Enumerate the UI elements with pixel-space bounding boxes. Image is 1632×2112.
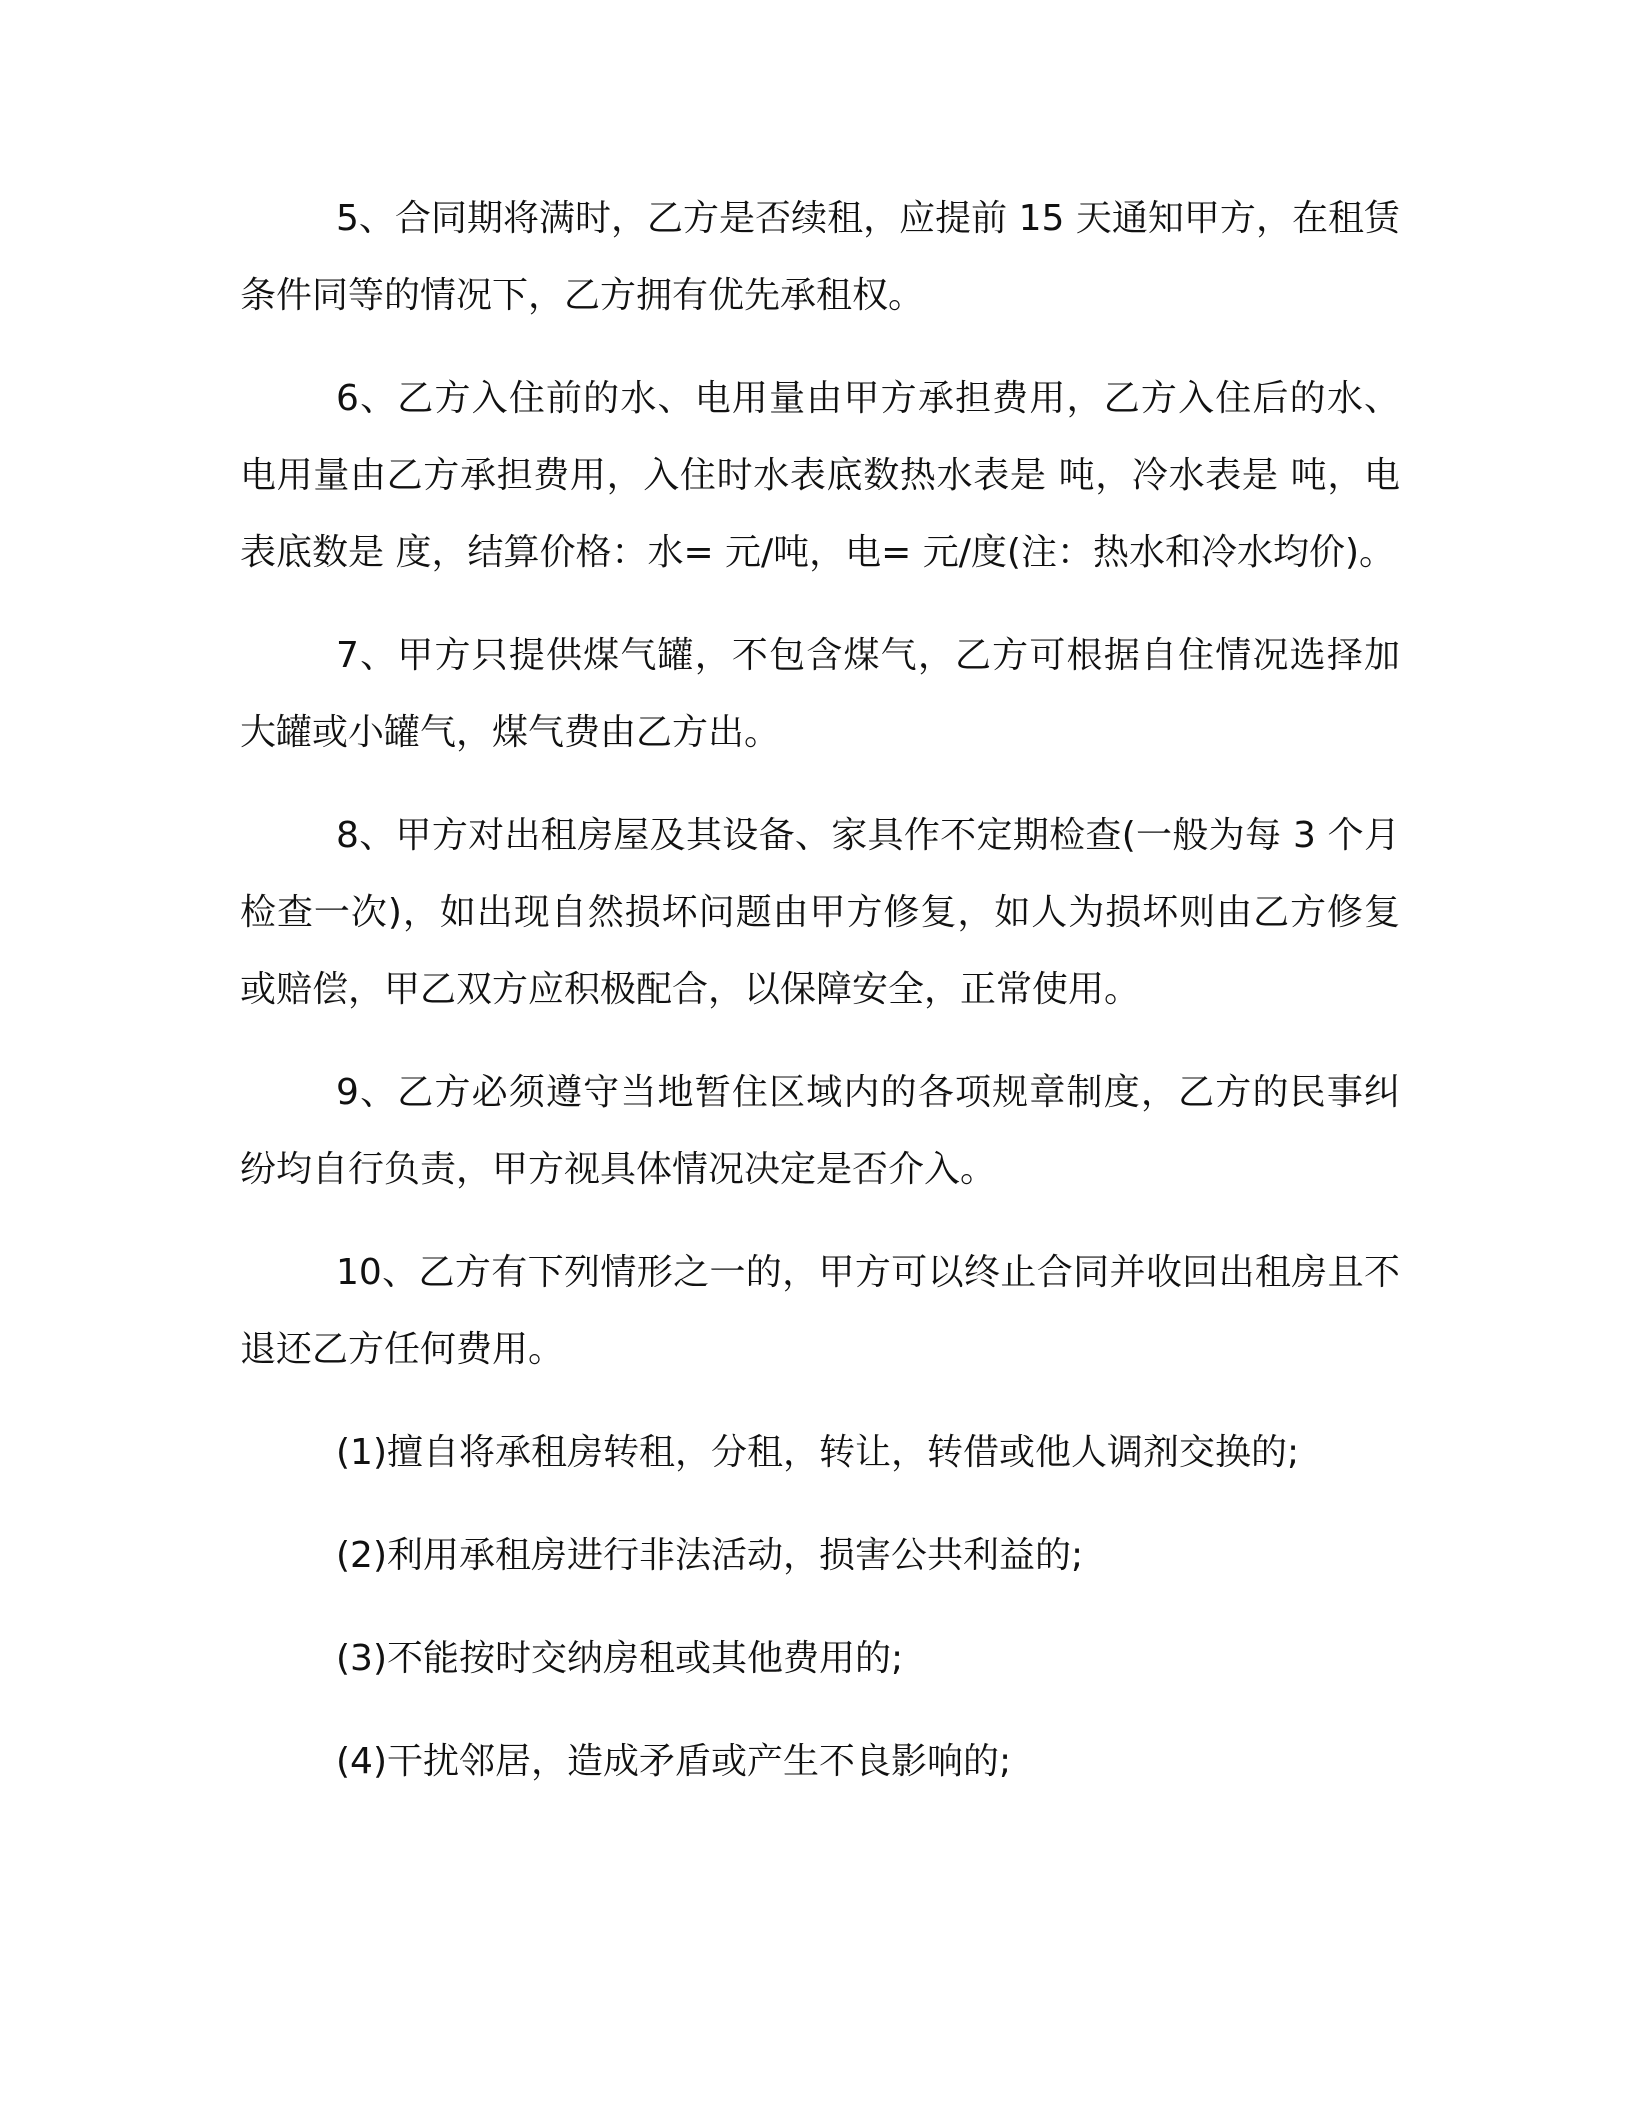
list-item-1: (1)擅自将承租房转租，分租，转让，转借或他人调剂交换的; bbox=[336, 1432, 1300, 1473]
list-item-4: (4)干扰邻居，造成矛盾或产生不良影响的; bbox=[336, 1741, 1012, 1782]
contract-body bbox=[240, 180, 1400, 1826]
clause-10: 10、乙方有下列情形之一的，甲方可以终止合同并收回出租房且不退还乙方任何费用。 bbox=[240, 1252, 1400, 1370]
clause-6: 6、乙方入住前的水、电用量由甲方承担费用，乙方入住后的水、电用量由乙方承担费用，入住时水表底数热水表是 吨，冷水表是 吨，电表底数是 度，结算价格：水= 元/吨，电= 元/度(注：热水和冷水均价)。 bbox=[240, 378, 1400, 573]
clause-9: 9、乙方必须遵守当地暂住区域内的各项规章制度，乙方的民事纠纷均自行负责，甲方视具体情况决定是否介入。 bbox=[240, 1072, 1400, 1190]
list-item-2: (2)利用承租房进行非法活动，损害公共利益的; bbox=[336, 1535, 1084, 1576]
clause-8: 8、甲方对出租房屋及其设备、家具作不定期检查(一般为每 3 个月检查一次)，如出现自然损坏问题由甲方修复，如人为损坏则由乙方修复或赔偿，甲乙双方应积极配合，以保障安全，正常使用。 bbox=[240, 815, 1400, 1010]
list-item-3: (3)不能按时交纳房租或其他费用的; bbox=[336, 1638, 904, 1679]
clause-7: 7、甲方只提供煤气罐，不包含煤气，乙方可根据自住情况选择加大罐或小罐气，煤气费由乙方出。 bbox=[240, 635, 1400, 753]
clause-5: 5、合同期将满时，乙方是否续租，应提前 15 天通知甲方，在租赁条件同等的情况下，乙方拥有优先承租权。 bbox=[240, 198, 1400, 316]
